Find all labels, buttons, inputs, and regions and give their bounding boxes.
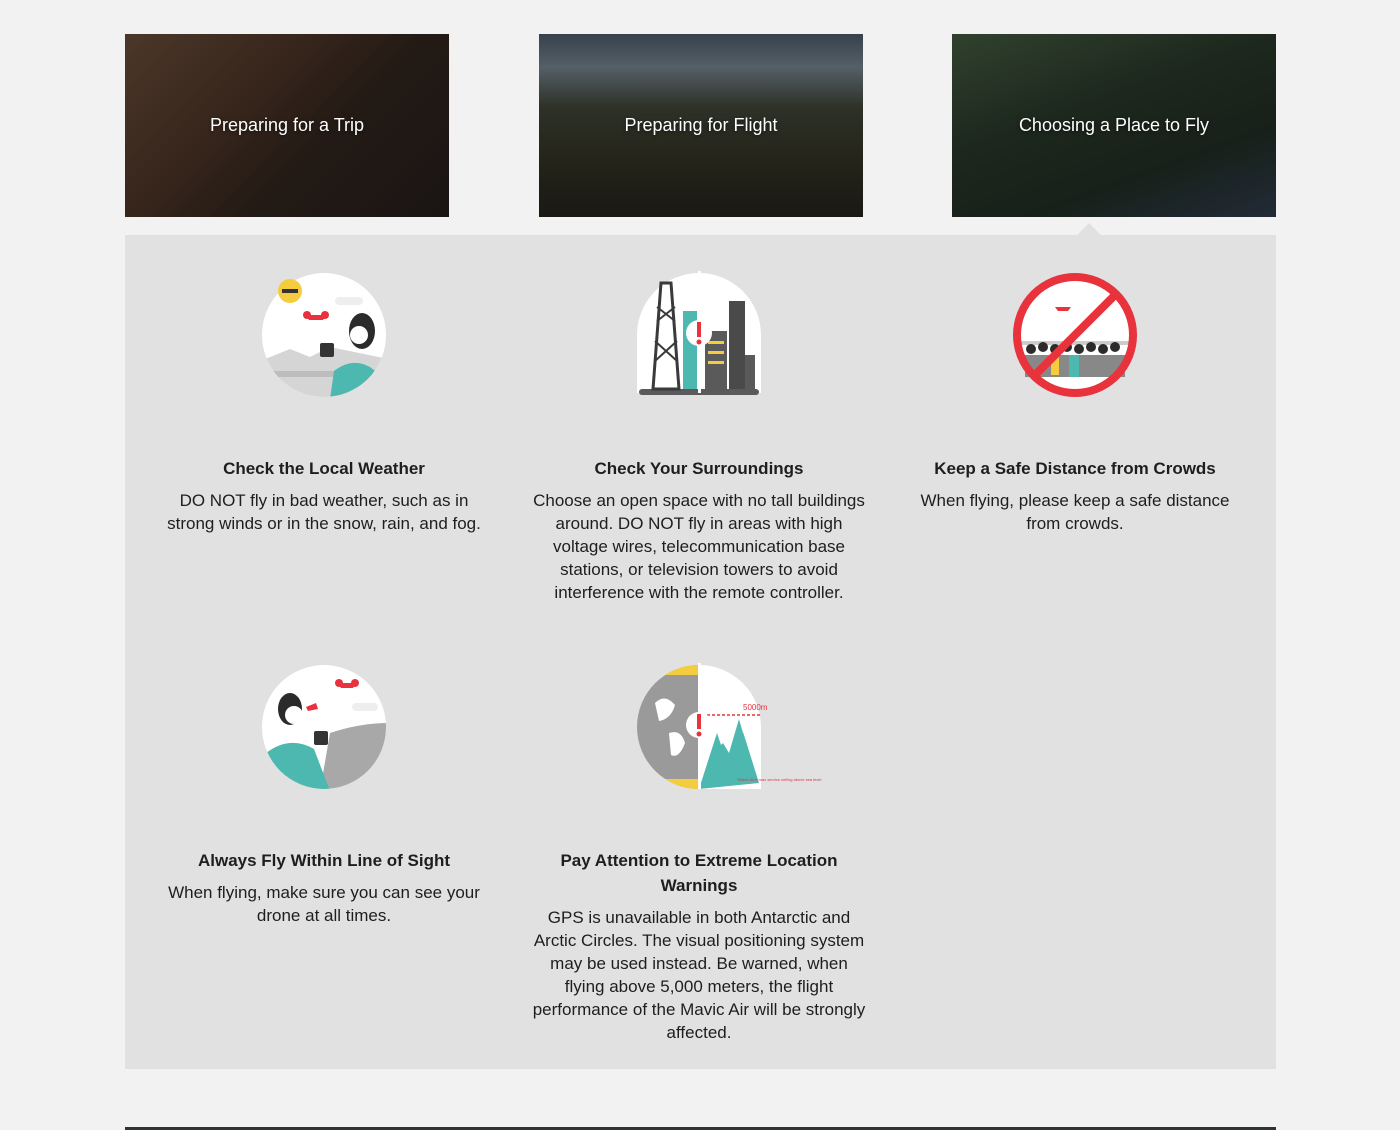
altitude-label: 5000m: [743, 703, 768, 712]
tab-label: Preparing for a Trip: [209, 115, 365, 135]
card-body: When flying, make sure you can see your drone at all times.: [168, 883, 480, 925]
line-of-sight-icon: [260, 663, 388, 791]
tab-preparing-for-flight[interactable]: [539, 34, 863, 217]
card-title: Always Fly Within Line of Sight: [197, 851, 451, 870]
tab-label: Choosing a Place to Fly: [1018, 115, 1210, 135]
ceiling-note: *Mavic Air's max service ceiling above sea level: [737, 777, 822, 782]
card-check-surroundings: [529, 271, 869, 604]
active-tab-pointer: [1077, 223, 1101, 235]
card-body: When flying, please keep a safe distance from crowds.: [920, 491, 1230, 533]
extreme-location-icon: [635, 663, 822, 791]
tab-preparing-for-a-trip[interactable]: [125, 34, 449, 217]
tab-strip: [125, 34, 1276, 217]
tab-choosing-a-place-to-fly[interactable]: [952, 34, 1276, 217]
card-title: Pay Attention to Extreme Location Warnings: [560, 851, 838, 895]
card-body: DO NOT fly in bad weather, such as in strong winds or in the snow, rain, and fog.: [167, 491, 481, 533]
card-check-weather: [154, 271, 494, 535]
no-crowds-icon: [1011, 271, 1139, 399]
card-safe-distance-crowds: [905, 271, 1245, 535]
card-body: Choose an open space with no tall buildings around. DO NOT fly in areas with high voltage wires, telecommunication base stations, or television towers to avoid interference with the remote controller.: [533, 491, 865, 602]
card-line-of-sight: [154, 663, 494, 927]
card-title: Check Your Surroundings: [594, 459, 804, 478]
weather-icon: [260, 271, 388, 399]
card-body: GPS is unavailable in both Antarctic and Arctic Circles. The visual positioning system may be used instead. Be warned, when flying above 5,000 meters, the flight performance of the Mavic Air will be strongly affected.: [532, 908, 866, 1042]
card-title: Keep a Safe Distance from Crowds: [934, 459, 1216, 478]
surroundings-icon: [635, 271, 763, 399]
card-title: Check the Local Weather: [223, 459, 425, 478]
tab-label: Preparing for Flight: [624, 115, 778, 135]
tab-content-panel: [125, 235, 1276, 1069]
card-extreme-location: [529, 663, 869, 1044]
